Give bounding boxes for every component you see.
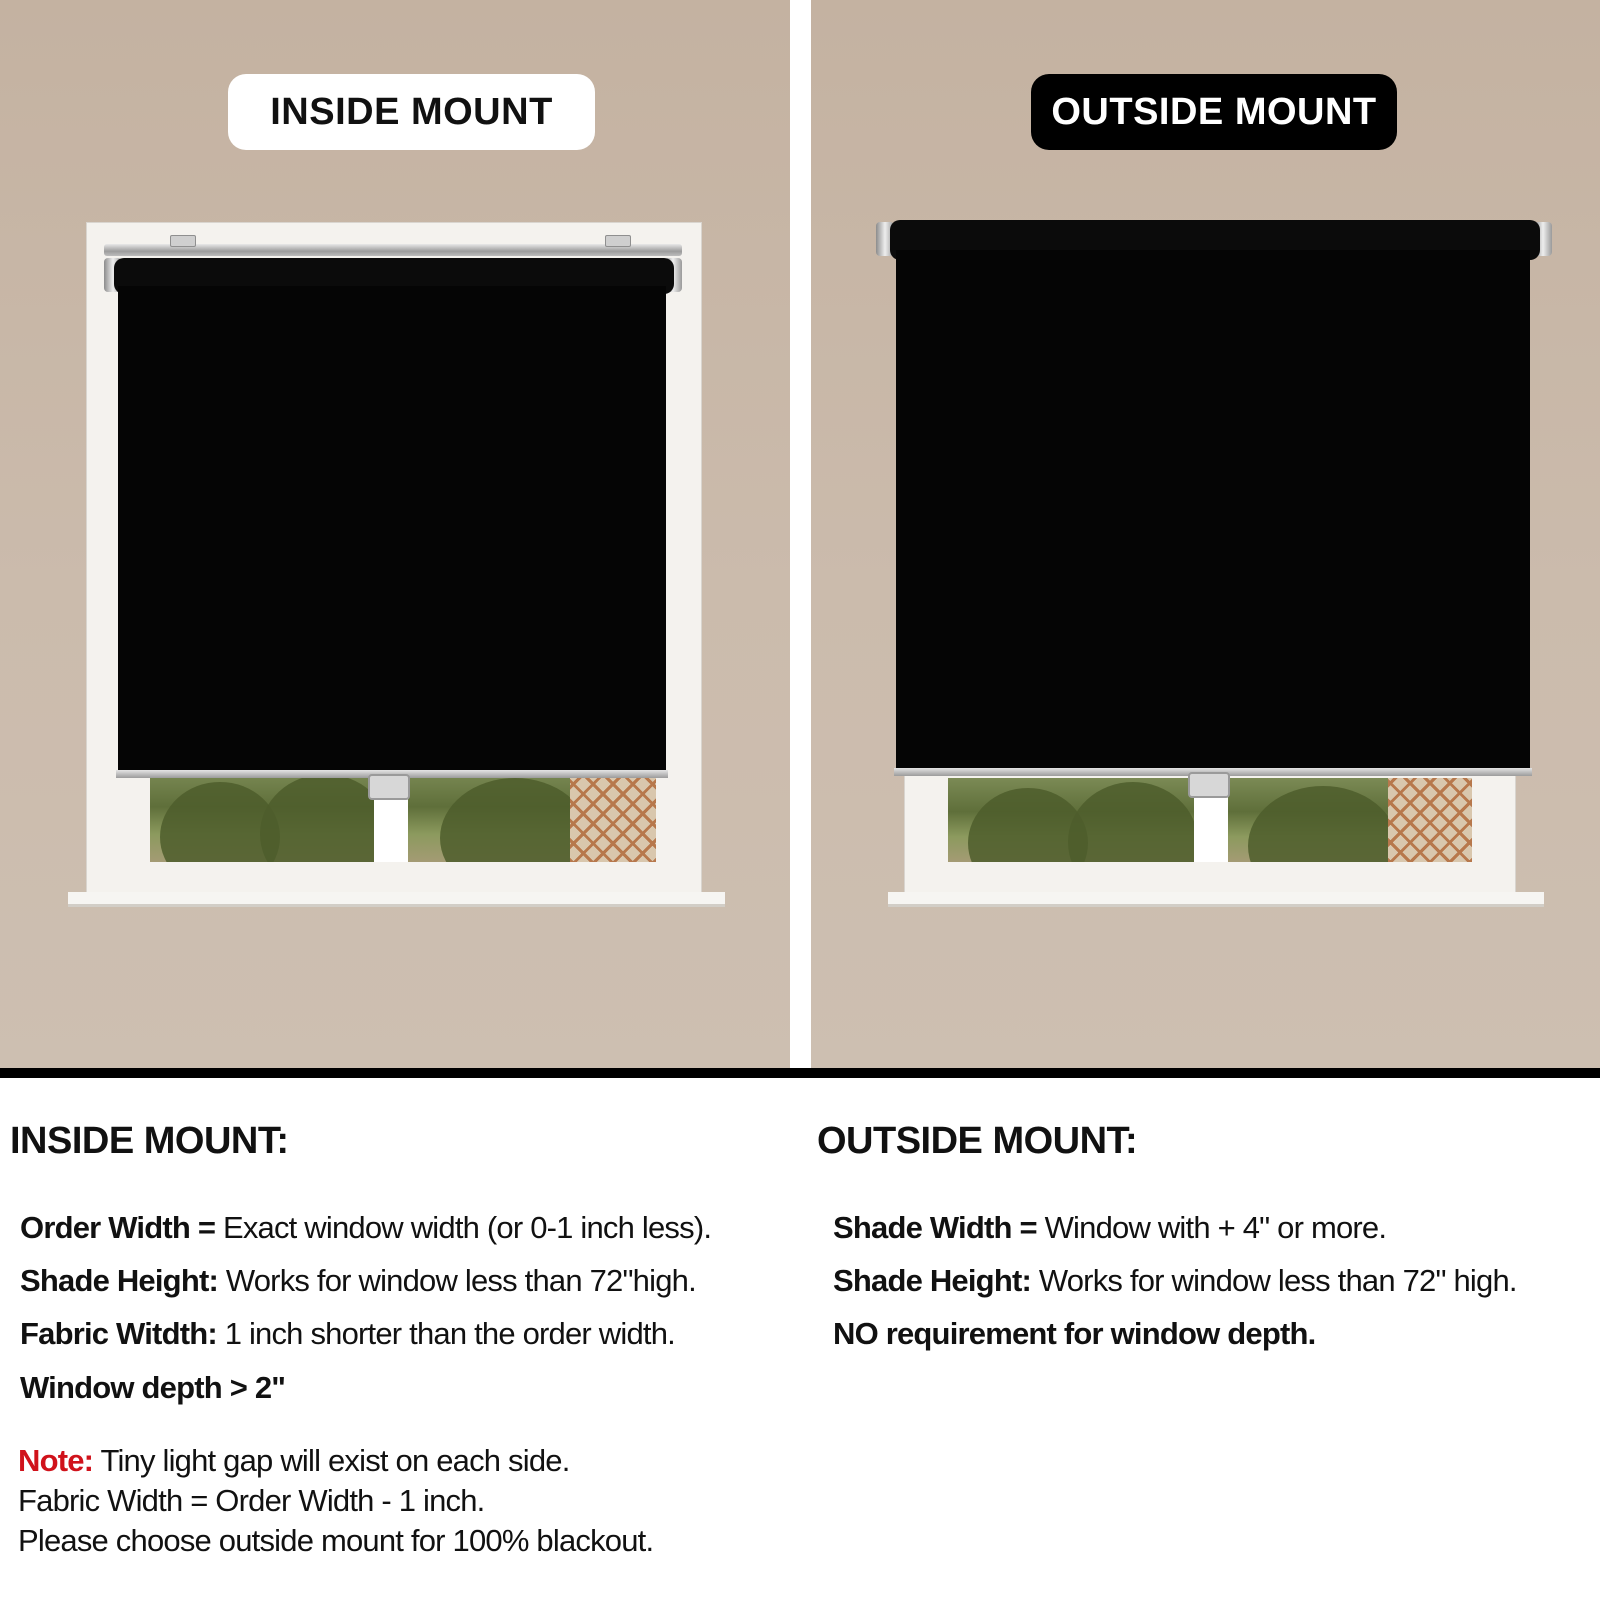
- outside-blackout-shade: [896, 250, 1530, 770]
- spec-line: Shade Width = Window with + 4" or more.: [833, 1210, 1387, 1245]
- window-sill: [68, 892, 725, 907]
- mount-clip: [170, 235, 196, 247]
- pull-handle: [1188, 772, 1230, 798]
- inside-mount-label: INSIDE MOUNT: [228, 74, 595, 150]
- separator-bar: [0, 1068, 1600, 1078]
- inside-mount-heading: INSIDE MOUNT:: [10, 1120, 289, 1162]
- spec-line: Shade Height: Works for window less than 72" high.: [833, 1263, 1517, 1298]
- note-line: Fabric Width = Order Width - 1 inch.: [18, 1483, 485, 1518]
- pull-handle: [368, 774, 410, 800]
- window-sill: [888, 892, 1544, 907]
- spec-line: Fabric Witdth: 1 inch shorter than the order width.: [20, 1316, 675, 1351]
- spec-line: NO requirement for window depth.: [833, 1316, 1316, 1351]
- mount-clip: [605, 235, 631, 247]
- outside-mount-heading: OUTSIDE MOUNT:: [817, 1120, 1138, 1162]
- divider-line: [790, 0, 811, 1068]
- outside-mount-label: OUTSIDE MOUNT: [1031, 74, 1397, 150]
- spec-line: Window depth > 2": [20, 1370, 286, 1405]
- spec-line: Order Width = Exact window width (or 0-1 inch less).: [20, 1210, 712, 1245]
- note-line: Note: Tiny light gap will exist on each side.: [18, 1443, 570, 1478]
- spec-line: Shade Height: Works for window less than 72"high.: [20, 1263, 696, 1298]
- note-line: Please choose outside mount for 100% blackout.: [18, 1523, 654, 1558]
- inside-blackout-shade: [118, 286, 666, 770]
